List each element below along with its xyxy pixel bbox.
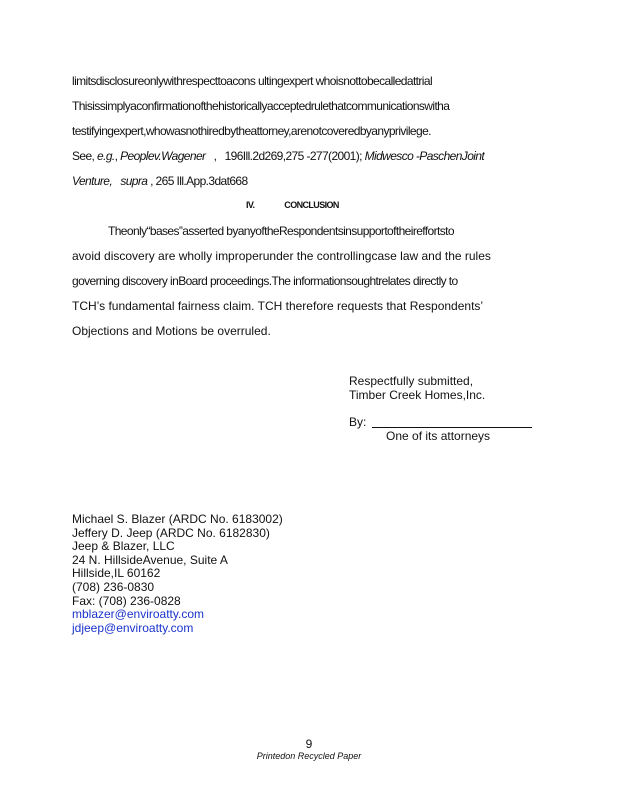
footer-note: Printedon Recycled Paper [256, 751, 362, 761]
contact-line: Michael S. Blazer (ARDC No. 6183002) [72, 512, 283, 526]
contact-line: 24 N. HillsideAvenue, Suite A [72, 552, 228, 567]
case-name: Peoplev.Wagener [120, 149, 206, 163]
citation-line: See, e.g., Peoplev.Wagener , 196Ill.2d269,275 -277(2001); Midwesco -PaschenJoint [72, 149, 485, 163]
contact-line: Hillside,IL 60162 [72, 566, 161, 581]
signature-line [372, 427, 532, 428]
body-line: Objections and Motions be overruled. [72, 324, 271, 338]
email-link[interactable]: jdjeep@enviroatty.com [72, 620, 194, 635]
case-name: Venture, [72, 174, 113, 188]
citation-supra: supra [120, 174, 148, 188]
citation-line [72, 174, 550, 188]
attorney-contact-block [72, 513, 283, 635]
body-line: TCH’s fundamental fairness claim. TCH therefore requests that Respondents’ [72, 299, 484, 313]
body-line: limitsdisclosureonlywithrespecttoacons ultingexpert whoisnottobecalledattrial [72, 74, 433, 88]
contact-line: Jeep & Blazer, LLC [72, 539, 175, 554]
contact-line: Fax: (708) 236-0828 [72, 593, 181, 608]
section-title: CONCLUSION [284, 200, 339, 210]
signature-closing: Respectfully submitted, [349, 374, 474, 388]
body-line: Theonly“bases”asserted byanyoftheRespondentsinsupportoftheireffortsto [108, 224, 454, 238]
signature-role: One of its attorneys [386, 429, 491, 443]
citation-see: See, [72, 149, 95, 163]
signature-by-label: By: [349, 415, 367, 429]
signature-firm: Timber Creek Homes,Inc. [349, 388, 486, 402]
page-number: 9 [305, 737, 313, 751]
section-number: IV. [246, 200, 255, 210]
body-line: avoid discovery are wholly improperunder the controllingcase law and the rules [72, 249, 491, 263]
email-link[interactable]: mblazer@enviroatty.com [72, 607, 204, 622]
body-line: Thisissimplyaconfirmationofthehistoricallyacceptedrulethatcommunicationswitha [72, 99, 450, 113]
case-citation: 196Ill.2d269,275 -277(2001); [224, 149, 362, 163]
section-heading [246, 200, 339, 210]
case-citation: , 265 Ill.App.3dat668 [150, 174, 248, 188]
contact-line: (708) 236-0830 [72, 579, 155, 594]
contact-line: Jeffery D. Jeep (ARDC No. 6182830) [72, 525, 270, 540]
citation-eg: e.g. [97, 149, 115, 163]
body-line: governing discovery inBoard proceedings.The informationsoughtrelates directly to [72, 274, 458, 288]
body-line: testifyingexpert,whowasnothiredbytheattorney,arenotcoveredbyanyprivilege. [72, 124, 431, 138]
case-name: Midwesco -PaschenJoint [364, 149, 485, 163]
